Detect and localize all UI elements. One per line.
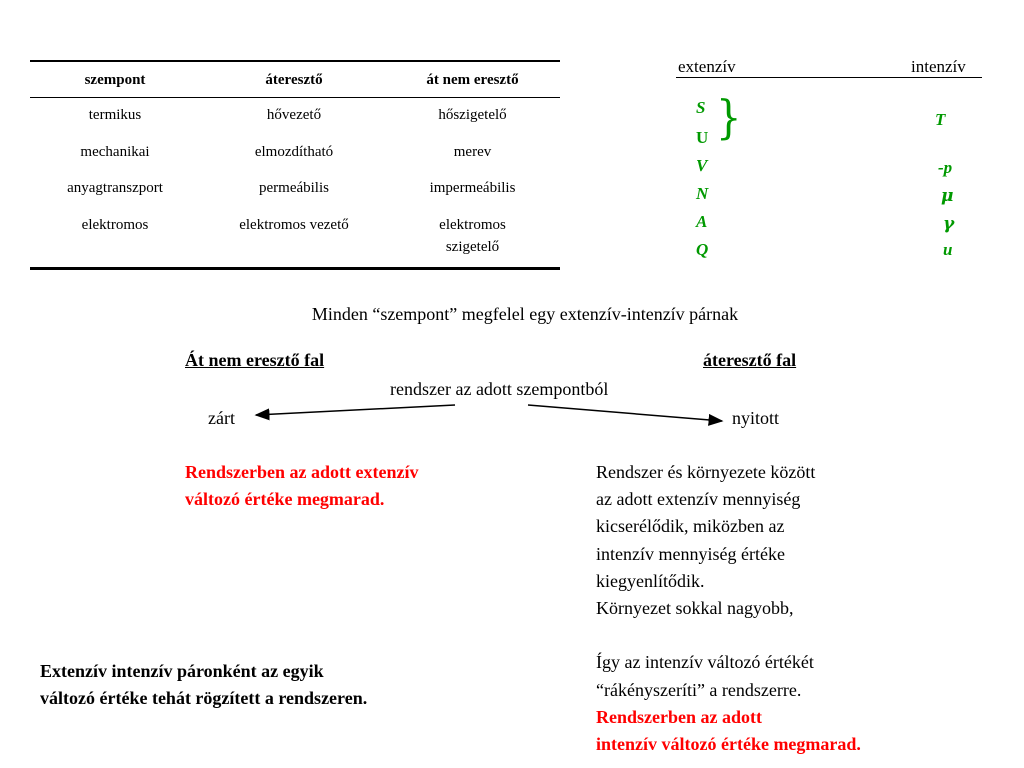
table-cell: permeábilis <box>259 180 329 196</box>
caption: Minden “szempont” megfelel egy extenzív-intenzív párnak <box>311 304 739 324</box>
conclusion-line-1: Extenzív intenzív páronként az egyik <box>40 661 324 681</box>
table-header-ateereszto: áteresztő <box>265 72 323 88</box>
table-cell: elektromos <box>439 217 506 233</box>
closed-red-line-1: Rendszerben az adott extenzív <box>185 462 419 482</box>
open-text-line: Így az intenzív változó értékét <box>596 652 814 672</box>
open-text-line: “rákényszeríti” a rendszerre. <box>596 680 802 700</box>
conclusion-line-2: változó értéke tehát rögzített a rendszeren. <box>40 688 368 708</box>
open-text-line: intenzív mennyiség értéke <box>596 544 785 564</box>
closed-red-line-2: változó értéke megmarad. <box>185 489 385 509</box>
closed-label: zárt <box>208 408 235 428</box>
table-header-szempont: szempont <box>84 72 146 88</box>
open-text-line: kiegyenlítődik. <box>596 571 705 591</box>
system-label: rendszer az adott szempontból <box>390 379 609 399</box>
arrow-to-open <box>528 405 722 421</box>
var-V: V <box>696 156 708 175</box>
var-N: N <box>696 184 709 203</box>
table-cell: termikus <box>88 107 142 123</box>
open-text-line: az adott extenzív mennyiség <box>596 489 801 509</box>
table-cell: impermeábilis <box>429 180 516 196</box>
table-cell: hővezető <box>266 107 322 123</box>
var-U: U <box>696 128 709 147</box>
table-cell: szigetelő <box>445 239 500 255</box>
table-cell: elektromos <box>81 217 149 233</box>
var-mu: μ <box>941 186 954 206</box>
var-gamma: γ <box>943 214 955 234</box>
table-cell: mechanikai <box>80 144 150 160</box>
table-cell: merev <box>453 144 492 160</box>
wall-open-heading: áteresztő fal <box>703 350 797 370</box>
table-cell: elektromos vezető <box>239 217 349 233</box>
table-header-at-nem-ereszto: át nem eresztő <box>426 72 519 88</box>
brace-icon: } <box>716 91 742 145</box>
table-cell: elmozdítható <box>254 144 334 160</box>
var-minus-p: -p <box>938 158 953 177</box>
table-cell: hőszigetelő <box>438 107 507 123</box>
open-label: nyitott <box>732 408 780 428</box>
header-intensive: intenzív <box>911 57 966 76</box>
var-S: S <box>696 98 706 117</box>
var-T: T <box>935 110 946 129</box>
header-extensive: extenzív <box>678 57 736 76</box>
wall-closed-heading: Át nem eresztő fal <box>185 350 325 370</box>
var-A: A <box>696 212 708 231</box>
open-red-line-2: intenzív változó értéke megmarad. <box>596 734 861 754</box>
var-u: u <box>943 240 953 259</box>
open-red-line-1: Rendszerben az adott <box>596 707 762 727</box>
open-text-line: Környezet sokkal nagyobb, <box>596 598 794 618</box>
table-cell: anyagtranszport <box>67 180 163 196</box>
open-text-line: Rendszer és környezete között <box>596 462 816 482</box>
arrow-to-closed <box>256 405 455 415</box>
open-text-line: kicserélődik, miközben az <box>596 516 785 536</box>
var-Q: Q <box>696 240 709 259</box>
